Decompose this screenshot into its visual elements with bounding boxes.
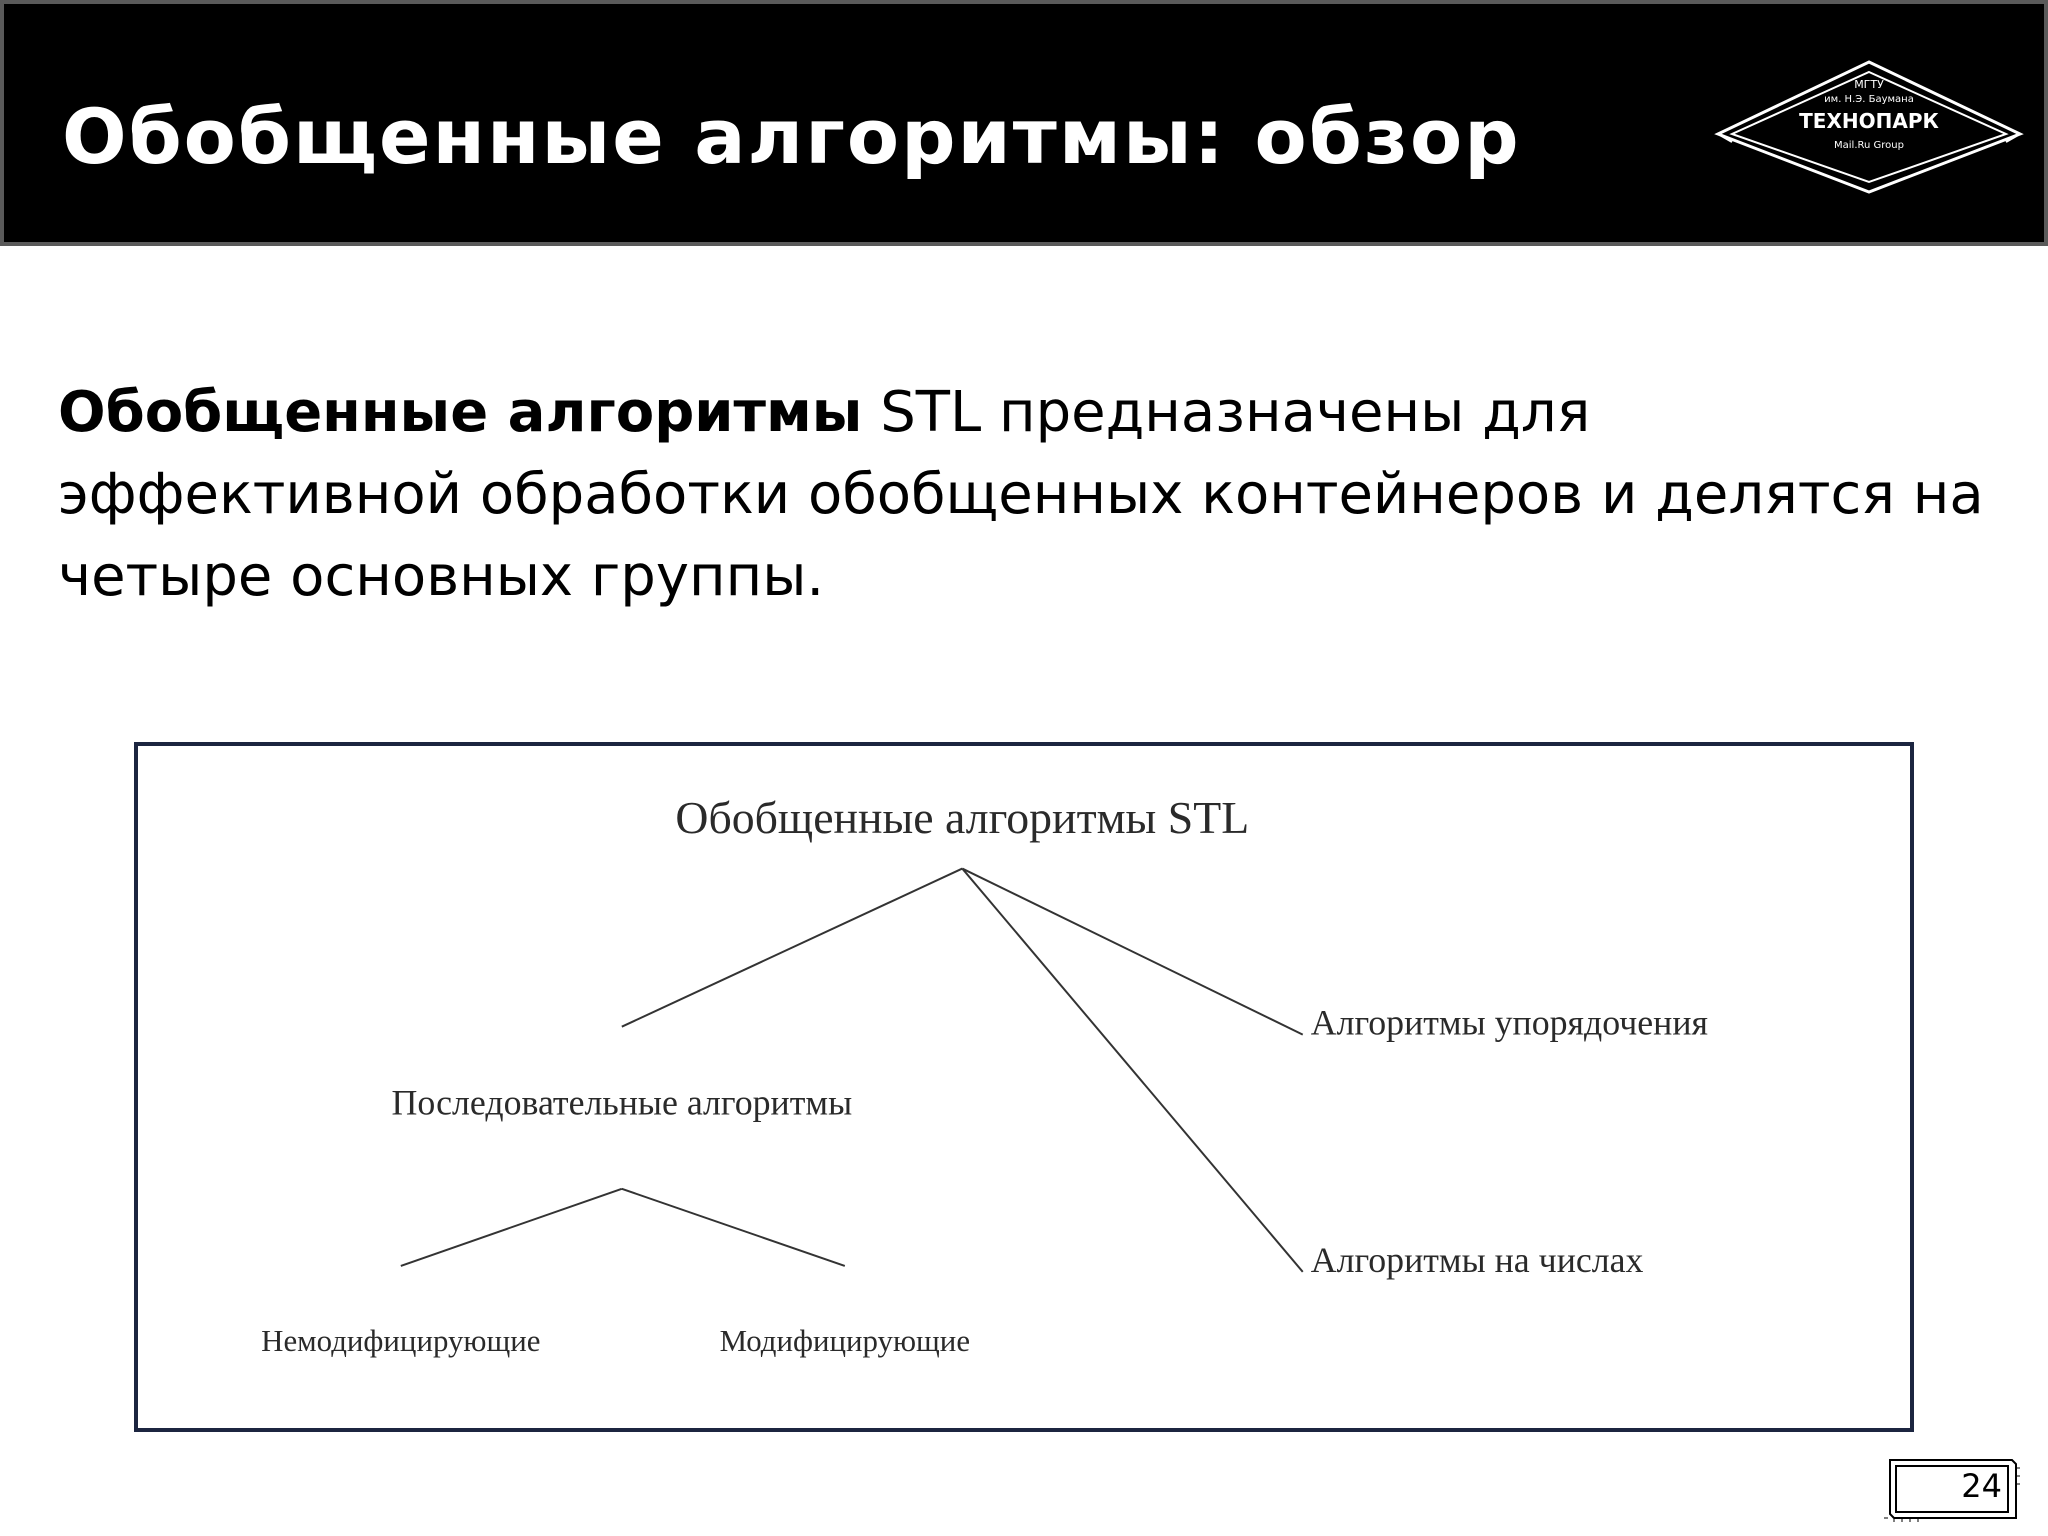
node-non-modifying: Немодифицирующие	[261, 1324, 541, 1358]
intro-text: STL предназначены для эффективной обработки обобщенных контейнеров и делятся на четыре основных группы.	[58, 380, 1984, 609]
node-sorting: Алгоритмы упорядочения	[1310, 1002, 1709, 1043]
logo-line-3: ТЕХНОПАРК	[1799, 109, 1939, 133]
slide-title: Обобщенные алгоритмы: обзор	[62, 92, 1521, 181]
node-root: Обобщенные алгоритмы STL	[675, 792, 1250, 843]
page-number-box	[1882, 1456, 2020, 1522]
edge-sequential-modifying	[622, 1189, 845, 1266]
intro-bold-term: Обобщенные алгоритмы	[58, 380, 863, 445]
logo-line-1: МГТУ	[1854, 78, 1884, 91]
edge-root-sequential	[622, 869, 962, 1027]
technopark-logo	[1714, 56, 2024, 196]
logo-line-2: им. Н.Э. Баумана	[1824, 94, 1914, 105]
edge-root-sorting	[962, 869, 1302, 1035]
edge-sequential-non-modifying	[401, 1189, 622, 1266]
page-number: 24	[1961, 1467, 2002, 1505]
intro-paragraph	[58, 372, 1988, 618]
slide-header	[0, 0, 2048, 246]
node-numeric: Алгоритмы на числах	[1310, 1239, 1644, 1280]
edge-root-numeric	[962, 869, 1302, 1272]
node-modifying: Модифицирующие	[719, 1324, 971, 1358]
node-sequential: Последовательные алгоритмы	[391, 1082, 853, 1123]
logo-line-4: Mail.Ru Group	[1834, 140, 1904, 151]
algorithm-tree-diagram	[134, 742, 1914, 1432]
